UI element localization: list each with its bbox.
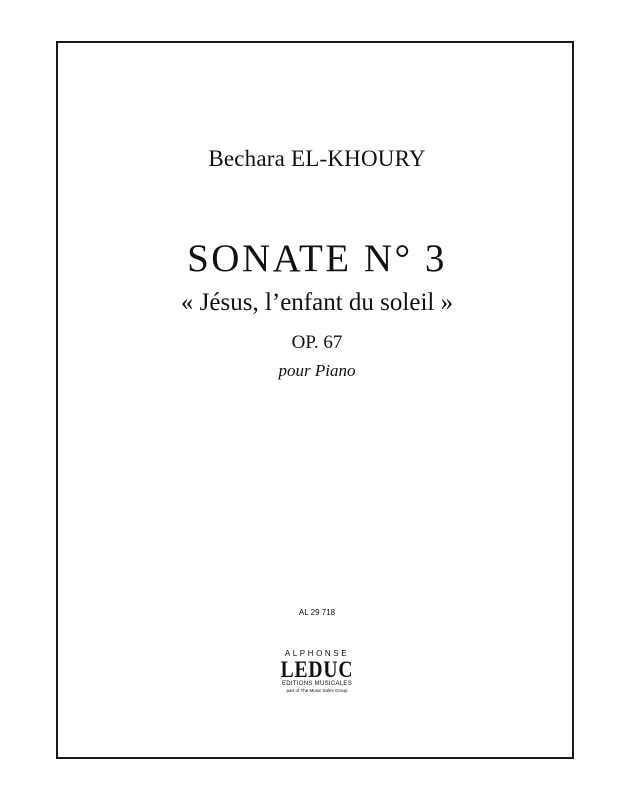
publisher-line-group: part of The Music Sales Group (286, 688, 348, 693)
composer-name: Bechara EL-KHOURY (208, 146, 426, 171)
catalog-number: AL 29 718 (298, 608, 336, 617)
work-title: SONATE N° 3 (187, 237, 447, 280)
publisher-line-alphonse: ALPHONSE (284, 649, 350, 658)
instrumentation: pour Piano (278, 361, 356, 380)
publisher-line-leduc: LEDUC (280, 657, 354, 682)
publisher-logo (272, 649, 362, 694)
work-subtitle: « Jésus, l’enfant du soleil » (180, 289, 454, 316)
opus-number: OP. 67 (291, 332, 343, 353)
publisher-line-editions: EDITIONS MUSICALES (281, 681, 353, 687)
